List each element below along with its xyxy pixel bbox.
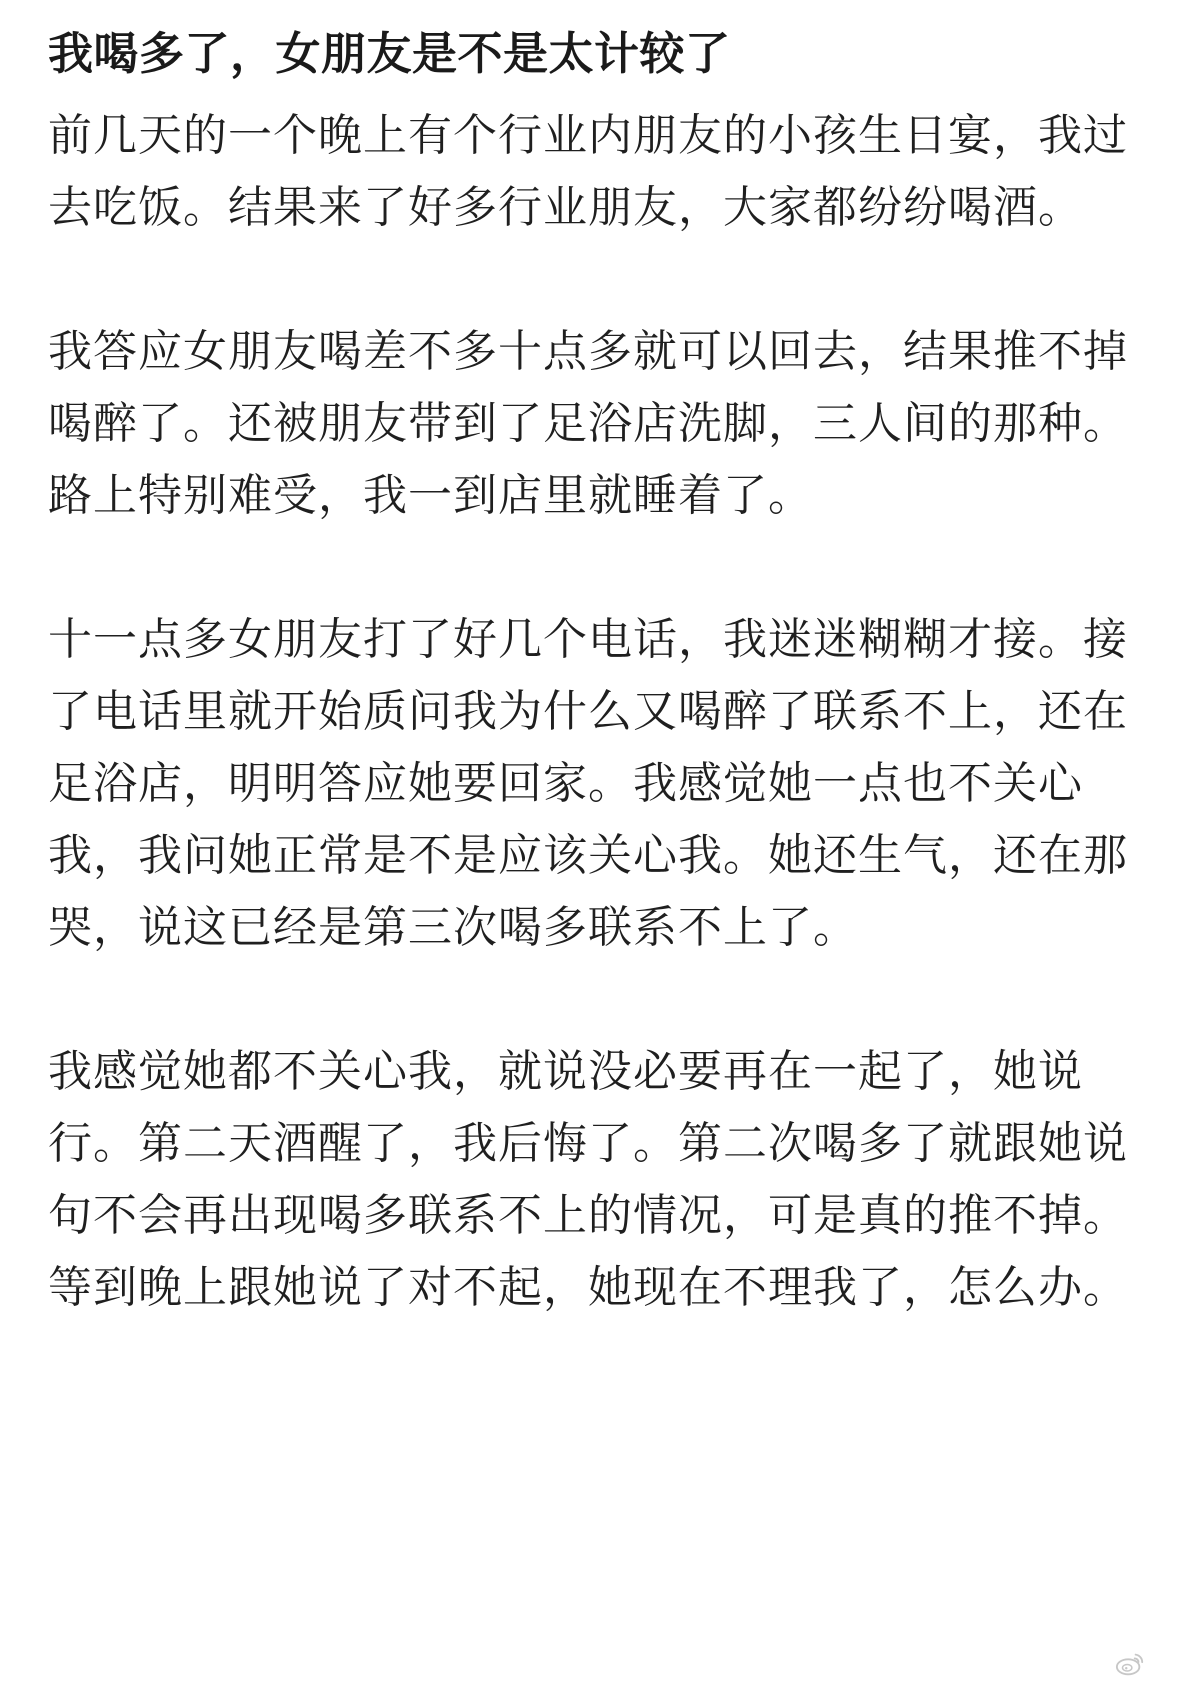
- post-paragraph-2: 我答应女朋友喝差不多十点多就可以回去，结果推不掉喝醉了。还被朋友带到了足浴店洗脚，三人间的那种。路上特别难受，我一到店里就睡着了。: [48, 326, 1128, 521]
- post-title: 我喝多了，女朋友是不是太计较了: [48, 27, 731, 80]
- weibo-logo-icon: [1115, 1649, 1145, 1679]
- post-content: [48, 22, 1138, 1324]
- post-paragraph-3: 十一点多女朋友打了好几个电话，我迷迷糊糊才接。接了电话里就开始质问我为什么又喝醉了联系不上，还在足浴店，明明答应她要回家。我感觉她一点也不关心我，我问她正常是不是应该关心我。她还生气，还在那哭，说这已经是第三次喝多联系不上了。: [48, 614, 1128, 953]
- post-paragraph-4: 我感觉她都不关心我，就说没必要再在一起了，她说行。第二天酒醒了，我后悔了。第二次喝多了就跟她说句不会再出现喝多联系不上的情况，可是真的推不掉。等到晚上跟她说了对不起，她现在不理我了，怎么办。: [48, 1046, 1128, 1313]
- watermark: [1115, 1649, 1153, 1679]
- post-paragraph-1: 前几天的一个晚上有个行业内朋友的小孩生日宴，我过去吃饭。结果来了好多行业朋友，大家都纷纷喝酒。: [48, 110, 1128, 233]
